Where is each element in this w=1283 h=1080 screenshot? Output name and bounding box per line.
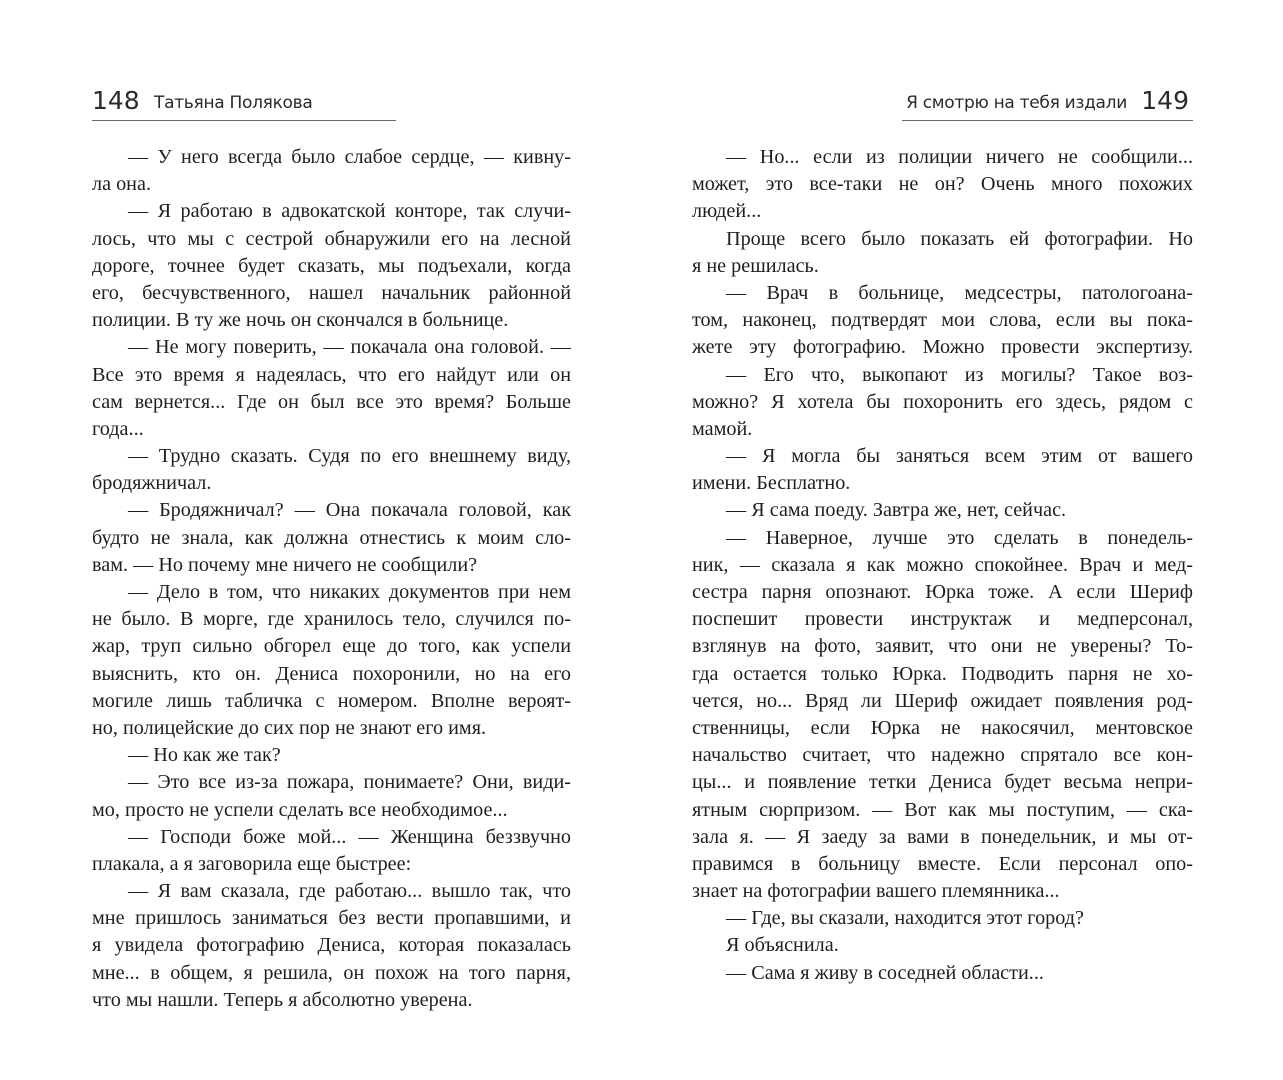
text-line: — Сама я живу в соседней области... bbox=[726, 961, 1044, 984]
text-line: начальство считает, что надежно спрятало все кон- bbox=[692, 744, 1193, 767]
text-line: правимся в больницу вместе. Если персонал опо- bbox=[692, 852, 1193, 875]
text-line: полиции. В ту же ночь он скончался в больнице. bbox=[92, 309, 509, 332]
text-line: — Бродяжничал? — Она покачала головой, как bbox=[128, 499, 571, 522]
text-line: я увидела фотографию Дениса, которая показалась bbox=[92, 934, 571, 957]
text-line: не было. В морге, где хранилось тело, случился по- bbox=[92, 608, 571, 631]
text-line: — У него всегда было слабое сердце, — кивну- bbox=[128, 146, 571, 168]
right-page-body bbox=[692, 144, 1193, 987]
text-line: дороге, точнее будет сказать, мы подъехали, когда bbox=[92, 254, 571, 277]
text-line: вам. — Но почему мне ничего не сообщили? bbox=[92, 553, 478, 576]
left-page-header bbox=[92, 86, 396, 121]
text-line: — Я могла бы заняться всем этим от вашего bbox=[726, 445, 1193, 468]
text-line: — Это все из-за пожара, понимаете? Они, види- bbox=[128, 771, 571, 794]
text-line: поспешит провести инструктаж и медперсонал, bbox=[692, 608, 1193, 631]
text-line: — Его что, выкопают из могилы? Такое воз- bbox=[726, 363, 1193, 386]
running-head-title: Я смотрю на тебя издали bbox=[906, 93, 1127, 113]
text-line: — Я вам сказала, где работаю... вышло так, что bbox=[128, 880, 571, 903]
left-page bbox=[92, 0, 571, 1080]
text-line: знает на фотографии вашего племянника... bbox=[692, 880, 1060, 903]
text-line: — Но... если из полиции ничего не сообщили... bbox=[726, 146, 1193, 168]
text-line: имени. Бесплатно. bbox=[692, 472, 851, 495]
text-line: ственницы, если Юрка не накосячил, ментовское bbox=[692, 716, 1193, 739]
text-line: лось, что мы с сестрой обнаружили его на лесной bbox=[92, 227, 571, 250]
text-line: — Где, вы сказали, находится этот город? bbox=[726, 907, 1085, 930]
text-line: — Не могу поверить, — покачала она головой. — bbox=[128, 336, 571, 359]
text-line: взглянув на фото, заявит, что они не уверены? То- bbox=[692, 635, 1193, 658]
text-line: Я объяснила. bbox=[726, 934, 839, 957]
text-line: чется, но... Вряд ли Шериф ожидает появления род- bbox=[692, 689, 1193, 712]
page-number: 148 bbox=[92, 86, 140, 115]
text-line: ник, — сказала я как можно спокойнее. Врач и мед- bbox=[692, 553, 1193, 576]
text-line: можно? Я хотела бы похоронить его здесь, рядом с bbox=[692, 390, 1193, 413]
text-line: выяснить, кто он. Дениса похоронили, но на его bbox=[92, 662, 571, 685]
text-line: — Наверное, лучше это сделать в понедель- bbox=[726, 526, 1193, 549]
text-line: его, бесчувственного, нашел начальник районной bbox=[92, 281, 571, 304]
text-line: ятным сюрпризом. — Вот как мы поступим, — ска- bbox=[692, 798, 1193, 821]
text-line: ла она. bbox=[92, 173, 151, 196]
text-line: мне... в общем, я решила, он похож на того парня, bbox=[92, 961, 571, 984]
text-line: будто не знала, как должна отнестись к моим сло- bbox=[92, 526, 571, 549]
text-line: сам вернется... Где он был все это время? Больше bbox=[92, 390, 571, 413]
text-line: — Я сама поеду. Завтра же, нет, сейчас. bbox=[726, 499, 1067, 522]
text-line: мамой. bbox=[692, 417, 753, 440]
text-line: зала я. — Я заеду за вами в понедельник, и мы от- bbox=[692, 825, 1193, 848]
text-line: мо, просто не успели сделать все необходимое... bbox=[92, 798, 508, 821]
text-line: жете эту фотографию. Можно провести экспертизу. bbox=[692, 336, 1193, 359]
text-line: гда остается только Юрка. Подводить парня не хо- bbox=[692, 662, 1193, 685]
right-page-header bbox=[902, 86, 1193, 121]
text-line: том, наконец, подтвердят мои слова, если вы пока- bbox=[692, 309, 1193, 332]
page-number: 149 bbox=[1141, 86, 1189, 115]
text-line: года... bbox=[92, 417, 144, 440]
text-line: цы... и появление тетки Дениса будет весьма непри- bbox=[692, 771, 1193, 794]
text-line: Проще всего было показать ей фотографии. Но bbox=[726, 227, 1193, 250]
text-line: — Врач в больнице, медсестры, патологоана- bbox=[726, 281, 1193, 304]
right-page bbox=[692, 0, 1193, 1080]
text-line: я не решилась. bbox=[692, 254, 819, 277]
text-line: бродяжничал. bbox=[92, 472, 212, 495]
text-line: мне пришлось заниматься без вести пропавшими, и bbox=[92, 907, 571, 930]
text-line: Все это время я надеялась, что его найдут или он bbox=[92, 363, 571, 386]
text-line: жар, труп сильно обгорел еще до того, как успели bbox=[92, 635, 571, 658]
text-line: сестра парня опознают. Юрка тоже. А если Шериф bbox=[692, 581, 1193, 603]
text-line: людей... bbox=[692, 200, 762, 223]
text-line: плакала, а я заговорила еще быстрее: bbox=[92, 852, 412, 875]
left-page-body bbox=[92, 144, 571, 1014]
text-line: но, полицейские до сих пор не знают его имя. bbox=[92, 716, 487, 739]
text-line: может, это все-таки не он? Очень много похожих bbox=[692, 173, 1193, 196]
text-line: — Я работаю в адвокатской конторе, так случи- bbox=[128, 200, 571, 223]
text-line: — Но как же так? bbox=[128, 744, 281, 767]
text-line: могиле лишь табличка с номером. Вполне вероят- bbox=[92, 689, 571, 712]
running-head-author: Татьяна Полякова bbox=[154, 93, 313, 113]
text-line: что мы нашли. Теперь я абсолютно уверена. bbox=[92, 988, 473, 1011]
text-line: — Господи боже мой... — Женщина беззвучно bbox=[128, 825, 571, 848]
text-line: — Дело в том, что никаких документов при нем bbox=[128, 581, 571, 603]
text-line: — Трудно сказать. Судя по его внешнему виду, bbox=[128, 445, 571, 468]
